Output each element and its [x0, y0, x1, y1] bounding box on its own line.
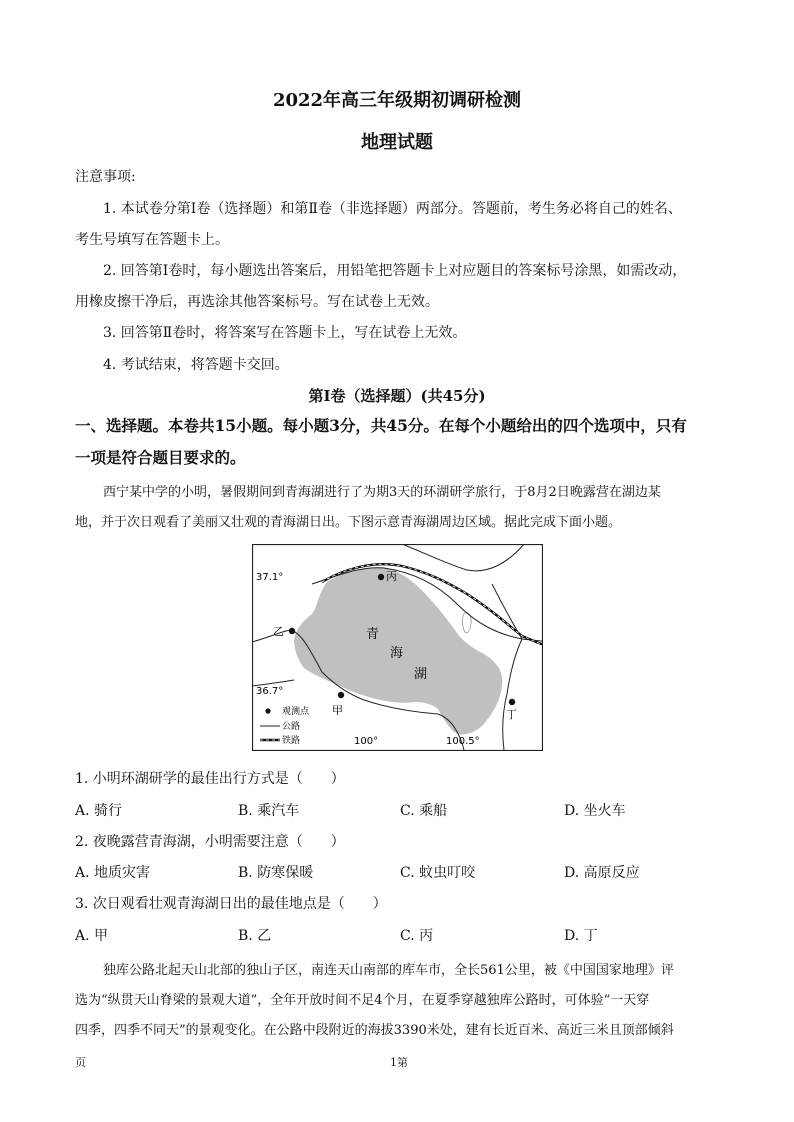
question-2-stem: 2. 夜晚露营青海湖，小明需要注意（ ）	[75, 834, 345, 850]
question-3-option-a[interactable]: A. 甲	[75, 928, 109, 944]
point-ding-label: 丁	[506, 708, 517, 721]
question-1-option-b[interactable]: B. 乘汽车	[238, 803, 300, 819]
passage2-line3: 四季，四季不同天”的景观变化。在公路中段附近的海拔3390米处，建有长近百米、高近三米且顶部倾斜	[75, 1023, 674, 1038]
question-1-option-c[interactable]: C. 乘船	[400, 803, 448, 819]
footer-page-number: 1第	[390, 1056, 408, 1069]
lon-label-100: 100°	[354, 736, 379, 747]
question-1-stem: 1. 小明环湖研学的最佳出行方式是（ ）	[75, 771, 345, 787]
section-title: 第Ⅰ卷（选择题）(共45分)	[308, 387, 486, 405]
question-3-option-d[interactable]: D. 丁	[564, 928, 598, 944]
notice-item-4: 4. 考试结束，将答题卡交回。	[103, 357, 289, 373]
lat-label-37-1: 37.1°	[256, 572, 284, 583]
section-instruction-line1: 一、选择题。本卷共15小题。每小题3分，共45分。在每个小题给出的四个选项中，只有	[75, 416, 687, 435]
point-jia-marker	[338, 692, 344, 698]
notice-heading: 注意事项:	[75, 169, 136, 185]
point-bing-label: 丙	[386, 570, 397, 583]
point-yi-marker	[289, 628, 295, 634]
section-instruction-line2: 一项是符合题目要求的。	[75, 448, 246, 467]
point-ding-marker	[509, 699, 515, 705]
passage2-line1: 独库公路北起天山北部的独山子区，南连天山南部的库车市，全长561公里，被《中国国家地理》评	[103, 963, 674, 978]
notice-item-1-line2: 考生号填写在答题卡上。	[75, 232, 229, 248]
qinghai-lake-map	[252, 544, 543, 751]
question-3-option-c[interactable]: C. 丙	[400, 928, 434, 944]
point-jia-label: 甲	[332, 704, 343, 717]
question-2-option-b[interactable]: B. 防寒保暖	[238, 865, 314, 881]
point-yi-label: 乙	[273, 625, 284, 638]
question-3-stem: 3. 次日观看壮观青海湖日出的最佳地点是（ ）	[75, 896, 387, 912]
footer-left: 页	[75, 1056, 86, 1069]
notice-item-3: 3. 回答第Ⅱ卷时，将答案写在答题卡上，写在试卷上无效。	[103, 325, 467, 341]
lat-label-36-7: 36.7°	[256, 686, 284, 697]
passage1-line1: 西宁某中学的小明，暑假期间到青海湖进行了为期3天的环湖研学旅行，于8月2日晚露营在湖边某	[103, 485, 661, 500]
lake-name-char-2: 海	[390, 646, 404, 661]
question-2-option-c[interactable]: C. 蚊虫叮咬	[400, 865, 476, 881]
point-bing-marker	[378, 574, 384, 580]
lake-name-char-1: 青	[366, 627, 380, 642]
question-1-option-d[interactable]: D. 坐火车	[564, 803, 626, 819]
notice-item-2-line2: 用橡皮擦干净后，再选涂其他答案标号。写在试卷上无效。	[75, 294, 439, 310]
notice-item-2-line1: 2. 回答第Ⅰ卷时，每小题选出答案后，用铅笔把答题卡上对应题目的答案标号涂黑，如需改动，	[103, 263, 687, 279]
exam-title: 2022年高三年级期初调研检测	[272, 90, 522, 111]
question-3-option-b[interactable]: B. 乙	[238, 928, 272, 944]
question-1-option-a[interactable]: A. 骑行	[75, 803, 123, 819]
legend-road-label: 公路	[282, 722, 301, 732]
lake-name-char-3: 湖	[414, 667, 428, 682]
notice-item-1-line1: 1. 本试卷分第Ⅰ卷（选择题）和第Ⅱ卷（非选择题）两部分。答题前，考生务必将自己的姓名、	[103, 201, 682, 217]
passage1-line2: 地，并于次日观看了美丽又壮观的青海湖日出。下图示意青海湖周边区域。据此完成下面小题。	[75, 515, 622, 530]
exam-subtitle: 地理试题	[361, 132, 433, 153]
legend-point-label: 观测点	[282, 707, 310, 717]
lon-label-100-5: 100.5°	[446, 736, 480, 747]
legend-rail-label: 铁路	[282, 736, 301, 746]
passage2-line2: 选为“纵贯天山脊梁的景观大道”，全年开放时间不足4个月，在夏季穿越独库公路时，可体验“一天穿	[75, 993, 650, 1008]
legend-point-symbol	[265, 708, 270, 713]
question-2-option-a[interactable]: A. 地质灾害	[75, 865, 151, 881]
question-2-option-d[interactable]: D. 高原反应	[564, 865, 640, 881]
